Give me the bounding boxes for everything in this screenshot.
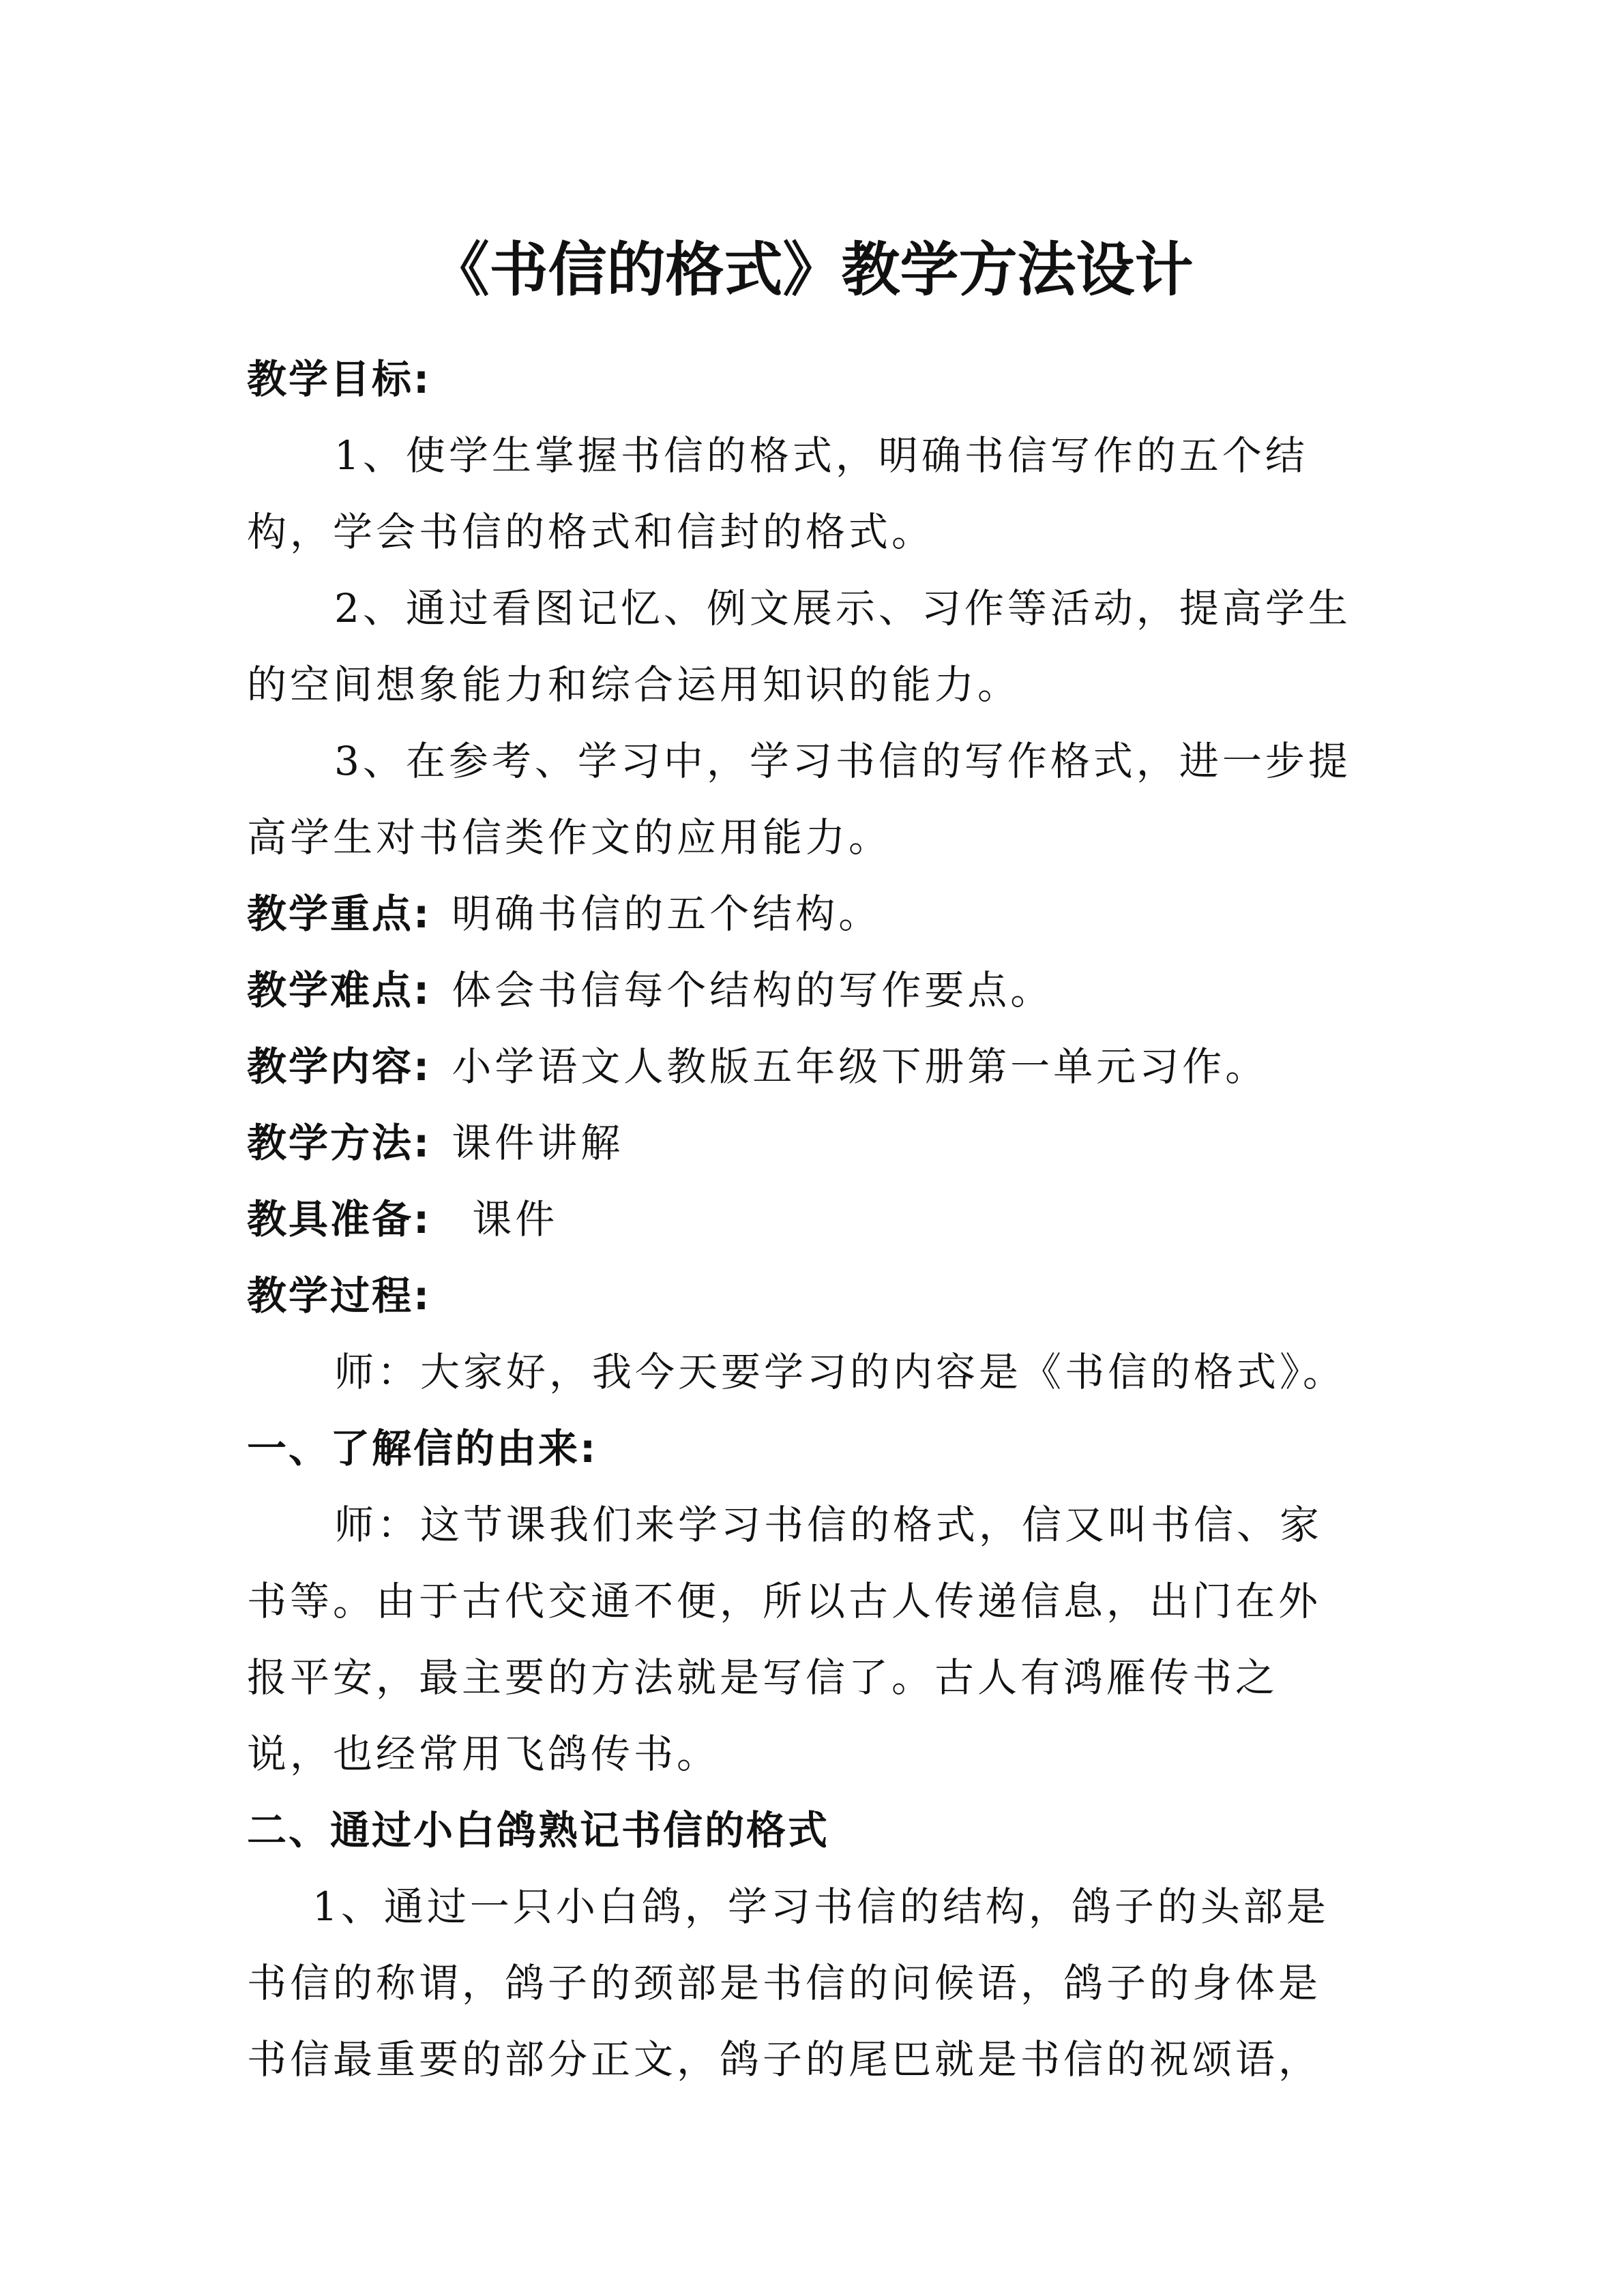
- tools-label: 教具准备:: [247, 1196, 432, 1242]
- content-value: 小学语文人教版五年级下册第一单元习作。: [452, 1043, 1269, 1090]
- method-label: 教学方法:: [247, 1120, 432, 1166]
- method-row: [247, 1105, 1379, 1181]
- difficulty-row: [247, 952, 1379, 1028]
- section-2-line-1: 1、通过一只小白鸽，学习书信的结构，鸽子的头部是: [312, 1883, 1329, 1930]
- document-title: 《书信的格式》教学方法设计: [430, 236, 1194, 304]
- objective-1-line-1: 1、使学生掌握书信的格式，明确书信写作的五个结: [334, 432, 1308, 479]
- objective-3-line-2: 高学生对书信类作文的应用能力。: [247, 814, 892, 861]
- tools-value: 课件: [472, 1196, 559, 1242]
- key-point-row: [247, 876, 1379, 952]
- key-point-value: 明确书信的五个结构。: [452, 891, 882, 937]
- section-1-heading: 一、了解信的由来:: [247, 1425, 598, 1472]
- section-2-heading: 二、通过小白鸽熟记书信的格式: [247, 1807, 830, 1853]
- objective-1-line-2: 构，学会书信的格式和信封的格式。: [247, 509, 935, 555]
- difficulty-label: 教学难点:: [247, 967, 432, 1013]
- difficulty-value: 体会书信每个结构的写作要点。: [452, 967, 1054, 1013]
- tools-row: [247, 1181, 1379, 1257]
- section-1-line-2: 书等。由于古代交通不便，所以古人传递信息，出门在外: [247, 1578, 1322, 1624]
- section-1-line-1: 师：这节课我们来学习书信的格式，信又叫书信、家: [334, 1502, 1323, 1548]
- objectives-heading: 教学目标:: [247, 356, 432, 402]
- section-2-line-3: 书信最重要的部分正文，鸽子的尾巴就是书信的祝颂语，: [247, 2036, 1322, 2083]
- objective-2-line-1: 2、通过看图记忆、例文展示、习作等活动，提高学生: [334, 585, 1351, 631]
- section-1-line-3: 报平安，最主要的方法就是写信了。古人有鸿雁传书之: [247, 1654, 1279, 1701]
- content-label: 教学内容:: [247, 1043, 432, 1090]
- content-row: [247, 1028, 1379, 1105]
- section-1-line-4: 说，也经常用飞鸽传书。: [247, 1731, 720, 1777]
- method-value: 课件讲解: [452, 1120, 624, 1166]
- teacher-intro: 师：大家好，我今天要学习的内容是《书信的格式》。: [334, 1349, 1346, 1395]
- process-heading: 教学过程:: [247, 1272, 432, 1319]
- section-2-line-2: 书信的称谓，鸽子的颈部是书信的问候语，鸽子的身体是: [247, 1960, 1322, 2006]
- objective-3-line-1: 3、在参考、学习中，学习书信的写作格式，进一步提: [334, 738, 1351, 784]
- objective-2-line-2: 的空间想象能力和综合运用知识的能力。: [247, 661, 1021, 708]
- key-point-label: 教学重点:: [247, 891, 432, 937]
